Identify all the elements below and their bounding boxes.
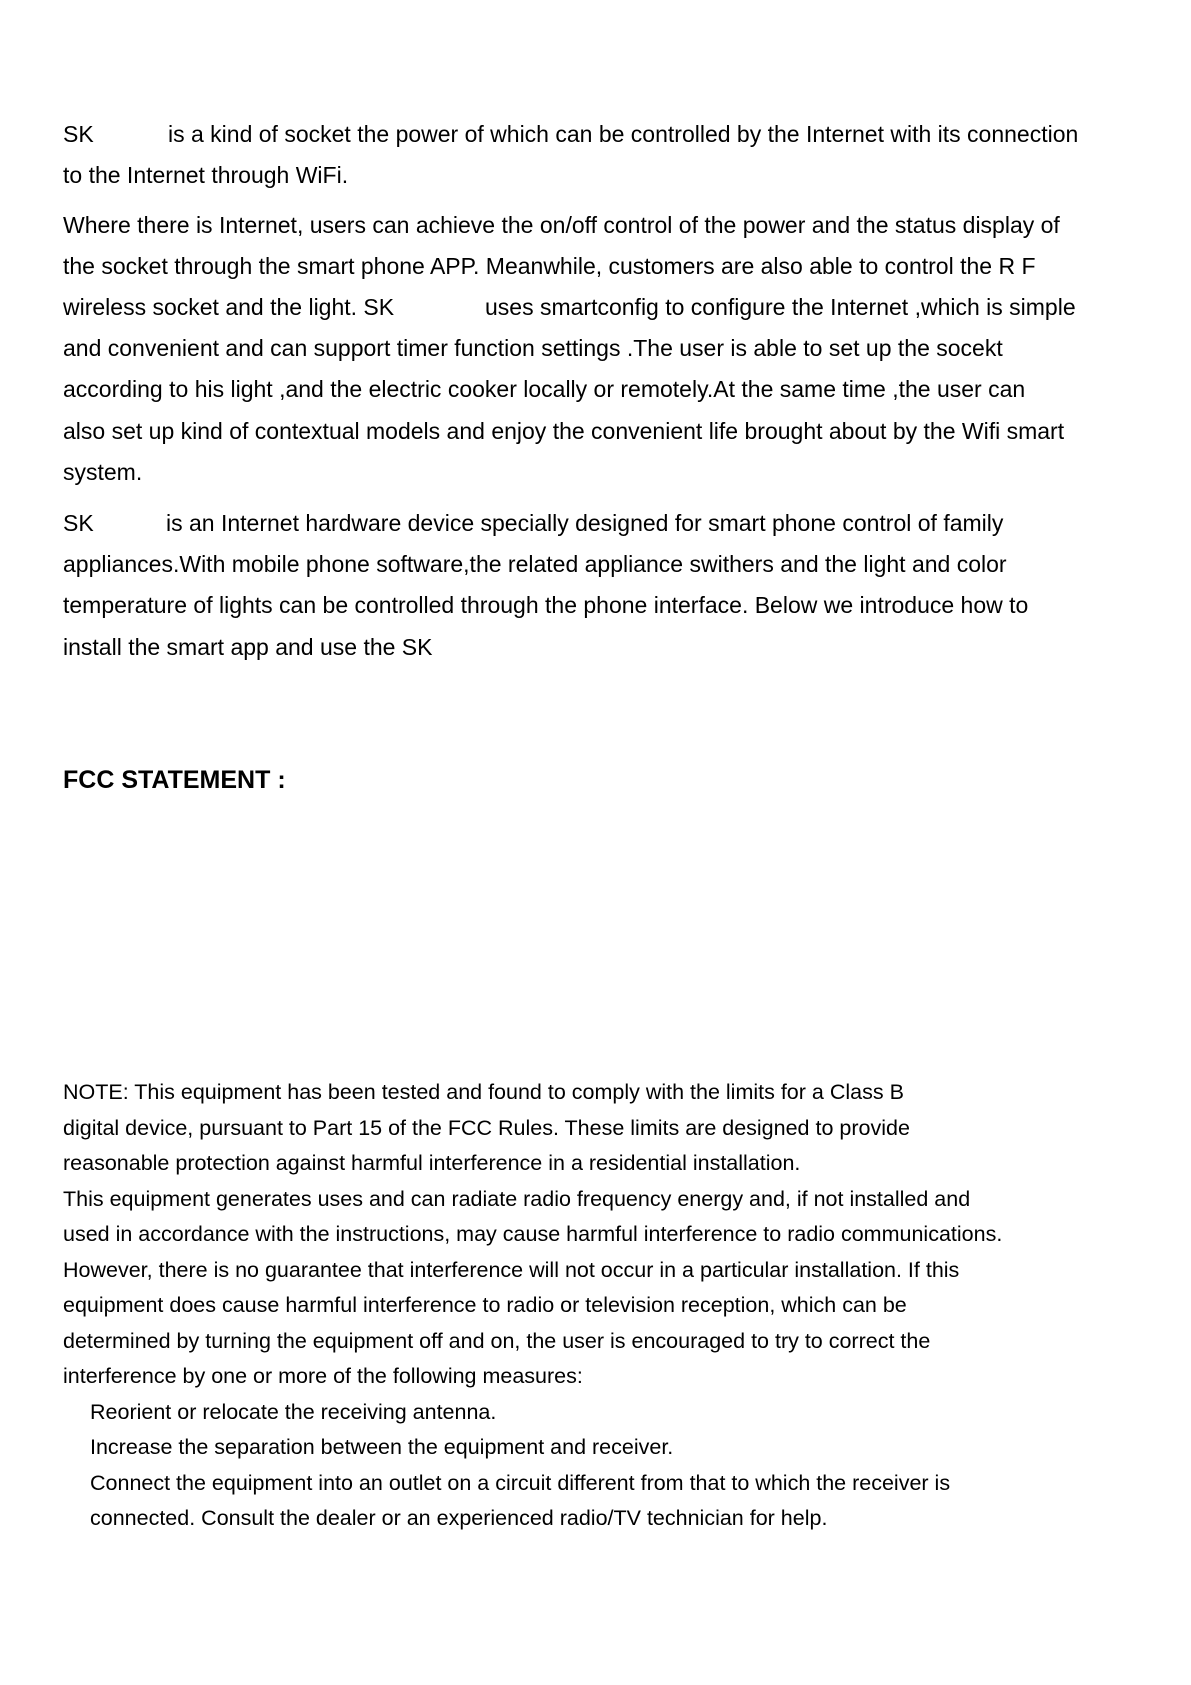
- intro-p1-line-1-text: is a kind of socket the power of which can be controlled by the Internet with its connection: [168, 121, 1079, 147]
- fcc-measure-1: Reorient or relocate the receiving antenna.: [90, 1400, 497, 1424]
- intro-p3-line-3: temperature of lights can be controlled through the phone interface. Below we introduce how to: [63, 592, 1029, 618]
- fcc-line-4: This equipment generates uses and can radiate radio frequency energy and, if not installed and: [63, 1187, 971, 1211]
- product-prefix: SK: [63, 510, 94, 536]
- intro-p2-line-5: according to his light ,and the electric cooker locally or remotely.At the same time ,the user can: [63, 376, 1026, 402]
- intro-p3-line-4: install the smart app and use the SK: [63, 634, 433, 660]
- intro-p1-line-1: [63, 121, 1079, 147]
- intro-p3-line-1: [63, 510, 1004, 536]
- intro-p3-line-2: appliances.With mobile phone software,the related appliance swithers and the light and color: [63, 551, 1007, 577]
- fcc-line-1: NOTE: This equipment has been tested and found to comply with the limits for a Class B: [63, 1080, 904, 1104]
- intro-p2-line-3-prefix: wireless socket and the light. SK: [63, 294, 395, 320]
- intro-p2-line-3-text: uses smartconfig to configure the Internet ,which is simple: [485, 294, 1076, 320]
- intro-p2-line-4: and convenient and can support timer function settings .The user is able to set up the socekt: [63, 335, 1003, 361]
- fcc-measure-4: connected. Consult the dealer or an experienced radio/TV technician for help.: [90, 1506, 828, 1530]
- fcc-line-7: equipment does cause harmful interference to radio or television reception, which can be: [63, 1293, 907, 1317]
- product-prefix: SK: [63, 121, 94, 147]
- fcc-measure-3: Connect the equipment into an outlet on a circuit different from that to which the receiver is: [90, 1471, 951, 1495]
- intro-p2-line-6: also set up kind of contextual models and enjoy the convenient life brought about by the Wifi smart: [63, 418, 1065, 444]
- fcc-heading: FCC STATEMENT :: [63, 766, 286, 794]
- fcc-line-6: However, there is no guarantee that interference will not occur in a particular installation. If this: [63, 1258, 960, 1282]
- intro-p3-line-1-text: is an Internet hardware device specially designed for smart phone control of family: [166, 510, 1004, 536]
- intro-p2-line-1: Where there is Internet, users can achieve the on/off control of the power and the status display of: [63, 212, 1060, 238]
- intro-p2-line-3: [63, 294, 1076, 320]
- intro-p1-line-2: to the Internet through WiFi.: [63, 162, 349, 188]
- fcc-measure-2: Increase the separation between the equipment and receiver.: [90, 1435, 674, 1459]
- fcc-line-3: reasonable protection against harmful interference in a residential installation.: [63, 1151, 801, 1175]
- fcc-line-8: determined by turning the equipment off and on, the user is encouraged to try to correct the: [63, 1329, 931, 1353]
- fcc-line-9: interference by one or more of the following measures:: [63, 1364, 583, 1388]
- fcc-line-2: digital device, pursuant to Part 15 of the FCC Rules. These limits are designed to provide: [63, 1116, 910, 1140]
- intro-p2-line-7: system.: [63, 459, 143, 485]
- fcc-line-5: used in accordance with the instructions, may cause harmful interference to radio communications.: [63, 1222, 1003, 1246]
- intro-p2-line-2: the socket through the smart phone APP. Meanwhile, customers are also able to control the R F: [63, 253, 1036, 279]
